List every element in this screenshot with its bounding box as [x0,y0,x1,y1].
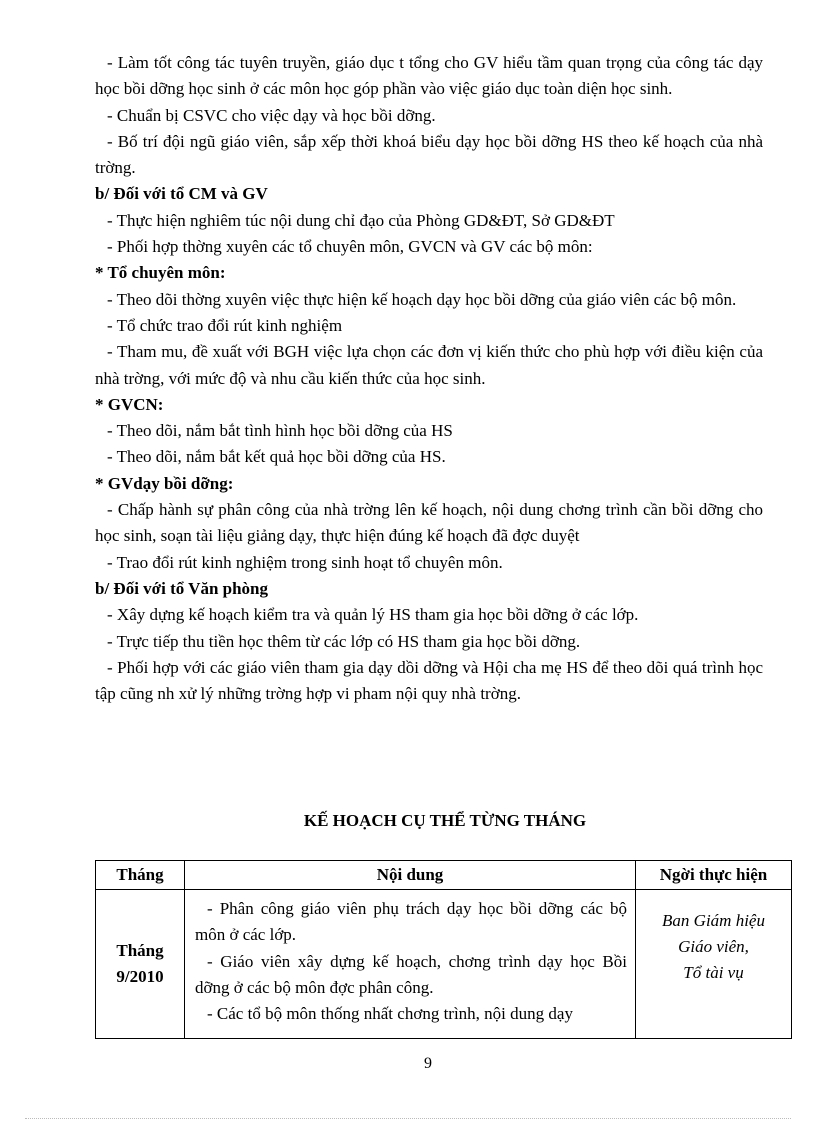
section-heading: b/ Đối với tổ Văn phòng [95,578,269,598]
content-item: - Phân công giáo viên phụ trách dạy học bồi dỡng các bộ môn ở các lớp. [195,899,627,945]
responsible-cell [636,890,792,1039]
paragraph: - Thực hiện nghiêm túc nội dung chỉ đạo của Phòng GD&ĐT, Sở GD&ĐT [107,210,615,230]
paragraph: - Theo dõi thờng xuyên việc thực hiện kế hoạch dạy học bồi dỡng của giáo viên các bộ môn. [107,289,737,309]
subsection-heading: * GVCN: [95,394,164,414]
table-row [96,890,792,1039]
page-bottom-divider [25,1118,791,1119]
monthly-plan-table [95,860,792,1039]
paragraph: - Tham mu, đề xuất với BGH việc lựa chọn các đơn vị kiến thức cho phù hợp với điều kiện của nhà trờng, với mức độ và nhu cầu kiến thức của học sinh. [95,342,763,388]
responsible-3: Tổ tài vụ [683,963,744,982]
paragraph: - Theo dõi, nắm bắt tình hình học bồi dỡng của HS [107,421,453,441]
paragraph: - Trao đổi rút kinh nghiệm trong sinh hoạt tổ chuyên môn. [107,552,503,572]
table-header-row [96,861,792,890]
content-item: - Các tổ bộ môn thống nhất chơng trình, nội dung dạy [207,1004,573,1024]
month-value: 9/2010 [116,967,164,986]
body-text [95,50,763,707]
header-content: Nội dung [185,861,636,890]
section-heading: b/ Đối với tổ CM và GV [95,184,268,204]
month-label: Tháng [116,941,164,960]
paragraph: - Chuẩn bị CSVC cho việc dạy và học bồi dỡng. [107,105,436,125]
month-cell [96,890,185,1039]
paragraph: - Xây dựng kế hoạch kiểm tra và quản lý HS tham gia học bồi dỡng ở các lớp. [107,605,639,625]
paragraph: - Chấp hành sự phân công của nhà trờng lên kế hoạch, nội dung chơng trình cần bồi dỡng cho học sinh, soạn tài liệu giảng dạy, thực hiện đúng kế hoạch đã đợc duyệt [95,500,763,546]
responsible-1: Ban Giám hiệu [662,911,765,930]
paragraph: - Trực tiếp thu tiền học thêm từ các lớp có HS tham gia học bồi dỡng. [107,631,581,651]
header-responsible: Ngời thực hiện [636,861,792,890]
header-month: Tháng [96,861,185,890]
content-item: - Giáo viên xây dựng kế hoạch, chơng trình dạy học Bồi dỡng ở các bộ môn đợc phân công. [195,951,627,997]
subsection-heading: * GVdạy bồi dỡng: [95,473,234,493]
content-cell [185,890,636,1039]
paragraph: - Tổ chức trao đổi rút kinh nghiệm [107,315,343,335]
paragraph: - Theo dõi, nắm bắt kết quả học bồi dỡng của HS. [107,447,446,467]
subsection-heading: * Tổ chuyên môn: [95,263,226,283]
page-number: 9 [424,1055,432,1072]
paragraph: - Bố trí đội ngũ giáo viên, sắp xếp thời khoá biểu dạy học bồi dỡng HS theo kế hoạch của nhà trờng. [95,131,763,178]
paragraph: - Làm tốt công tác tuyên truyền, giáo dục t tổng cho GV hiểu tầm quan trọng của công tác dạy học bồi dỡng học sinh ở các môn học góp phần vào việc giáo dục toàn diện học sinh. [95,53,763,99]
responsible-2: Giáo viên, [678,937,749,956]
paragraph: - Phối hợp thờng xuyên các tổ chuyên môn, GVCN và GV các bộ môn: [107,237,593,257]
paragraph: - Phối hợp với các giáo viên tham gia dạy dồi dỡng và Hội cha mẹ HS để theo dõi quá trình học tập cũng nh xử lý những trờng hợp vi pham nội quy nhà trờng. [95,657,763,704]
plan-title: KẾ HOẠCH CỤ THỂ TỪNG THÁNG [303,811,587,830]
